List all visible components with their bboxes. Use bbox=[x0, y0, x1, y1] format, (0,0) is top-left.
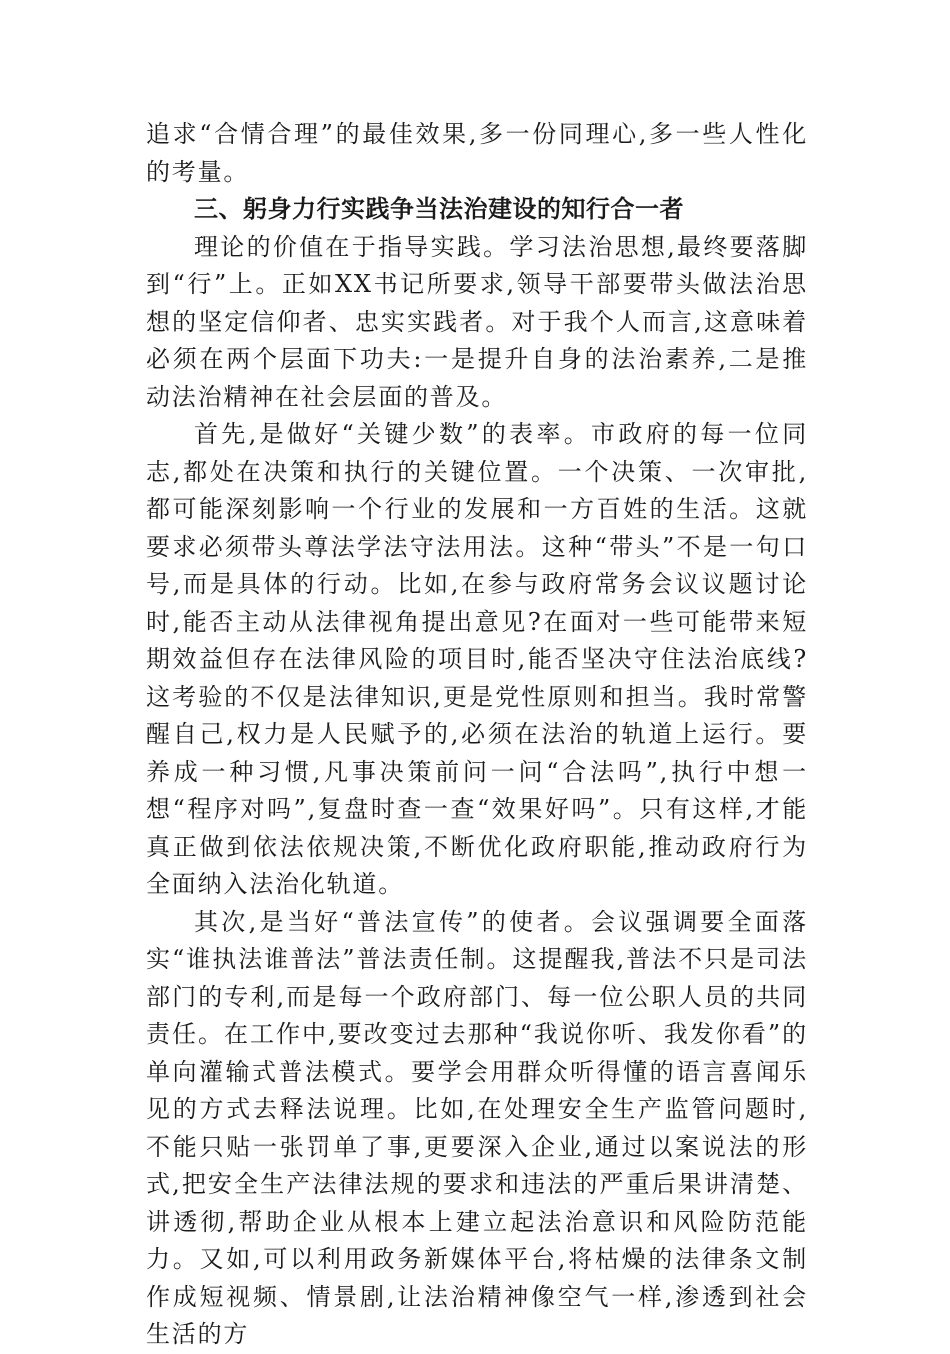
paragraph-continuation: 追求“合情合理”的最佳效果,多一份同理心,多一些人性化的考量。 bbox=[146, 120, 808, 186]
paragraph-theory-practice: 理论的价值在于指导实践。学习法治思想,最终要落脚到“行”上。正如XX书记所要求,领导干部要带头做法治思想的坚定信仰者、忠实实践者。对于我个人而言,这意味着必须在两个层面下功夫:一是提升自身的法治素养,二是推动法治精神在社会层面的普及。 bbox=[146, 232, 808, 411]
paragraph-law-publicity: 其次,是当好“普法宣传”的使者。会议强调要全面落实“谁执法谁普法”普法责任制。这提醒我,普法不只是司法部门的专利,而是每一个政府部门、每一位公职人员的共同责任。在工作中,要改变过去那种“我说你听、我发你看”的单向灌输式普法模式。要学会用群众听得懂的语言喜闻乐见的方式去释法说理。比如,在处理安全生产监管问题时,不能只贴一张罚单了事,更要深入企业,通过以案说法的形式,把安全生产法律法规的要求和违法的严重后果讲清楚、讲透彻,帮助企业从根本上建立起法治意识和风险防范能力。又如,可以利用政务新媒体平台,将枯燥的法律条文制作成短视频、情景剧,让法治精神像空气一样,渗透到社会生活的方 bbox=[146, 907, 808, 1348]
section-heading: 三、躬身力行实践争当法治建设的知行合一者 bbox=[194, 195, 684, 223]
paragraph-key-minority: 首先,是做好“关键少数”的表率。市政府的每一位同志,都处在决策和执行的关键位置。一个决策、一次审批,都可能深刻影响一个行业的发展和一方百姓的生活。这就要求必须带头尊法学法守法用法。这种“带头”不是一句口号,而是具体的行动。比如,在参与政府常务会议议题讨论时,能否主动从法律视角提出意见?在面对一些可能带来短期效益但存在法律风险的项目时,能否坚决守住法治底线?这考验的不仅是法律知识,更是党性原则和担当。我时常警醒自己,权力是人民赋予的,必须在法治的轨道上运行。要养成一种习惯,凡事决策前问一问“合法吗”,执行中想一想“程序对吗”,复盘时查一查“效果好吗”。只有这样,才能真正做到依法依规决策,不断优化政府职能,推动政府行为全面纳入法治化轨道。 bbox=[146, 420, 808, 898]
document-page bbox=[146, 116, 808, 1354]
